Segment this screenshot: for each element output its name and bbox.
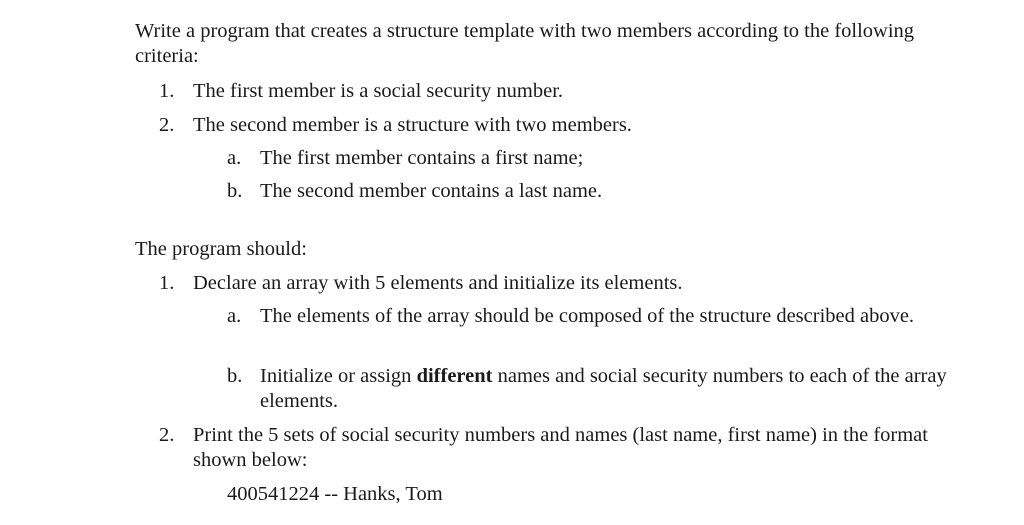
list-marker: 2. (159, 424, 175, 446)
list-marker: 1. (159, 272, 175, 294)
list-item-text: The elements of the array should be composed of the structure described above. (260, 305, 915, 327)
list-marker: b. (227, 365, 243, 387)
list-marker: a. (227, 147, 242, 169)
list-marker: a. (227, 305, 242, 327)
list-marker: b. (227, 180, 243, 202)
list-item-text: The first member contains a first name; (260, 147, 584, 169)
intro-paragraph: Write a program that creates a structure template with two members according to the following criteria: (135, 20, 915, 67)
list-item-text: The second member is a structure with two members. (193, 114, 632, 136)
text-after-bold: names and social security numbers to each of the array elements. (260, 365, 947, 412)
list-item-text: Declare an array with 5 elements and initialize its elements. (193, 272, 683, 294)
text-before-bold: Initialize or assign (260, 365, 417, 387)
output-example: 400541224 -- Hanks, Tom (227, 483, 443, 505)
list-item-text: The first member is a social security number. (193, 80, 564, 102)
list-marker: 1. (159, 80, 175, 102)
list-item-text (260, 364, 960, 414)
list-item-text: The second member contains a last name. (260, 180, 603, 202)
list-item-text: Print the 5 sets of social security numbers and names (last name, first name) in the format shown below: (193, 424, 928, 471)
list-marker: 2. (159, 114, 175, 136)
bold-emphasis: different (416, 365, 493, 387)
program-heading: The program should: (135, 238, 307, 260)
